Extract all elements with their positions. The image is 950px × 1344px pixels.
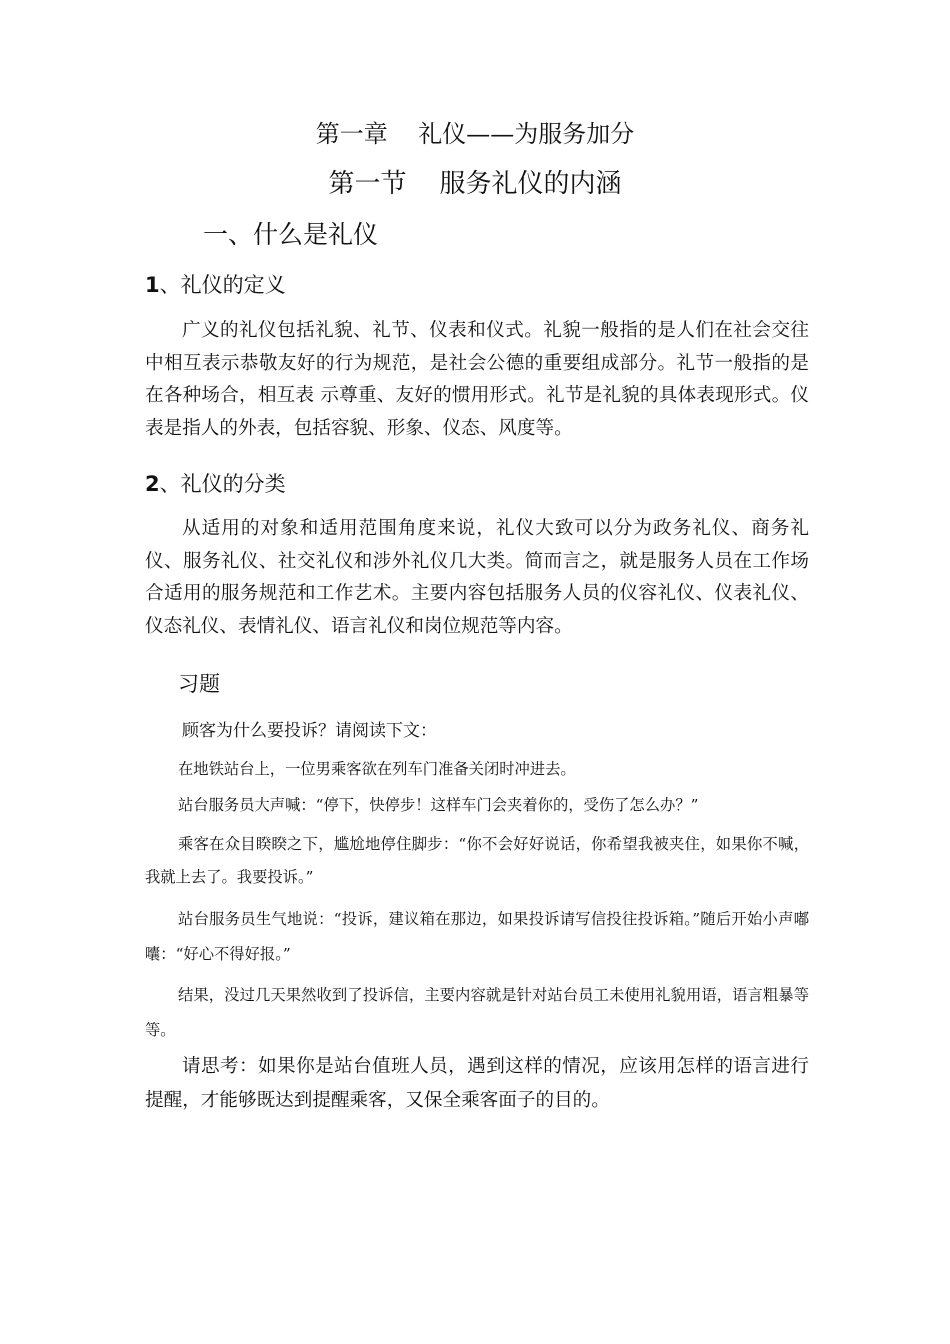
chapter-title: 第一章 礼仪——为服务加分 xyxy=(315,120,635,148)
section-title: 第一节 服务礼仪的内涵 xyxy=(328,169,622,199)
exercise-intro: 顾客为什么要投诉？请阅读下文： xyxy=(182,721,437,741)
story-paragraph-5: 结果，没过几天果然收到了投诉信，主要内容就是针对站台员工未使用礼貌用语，语言粗暴等等。 xyxy=(145,986,809,1039)
reflection-question: 请思考：如果你是站台值班人员，遇到这样的情况，应该用怎样的语言进行提醒，才能够既达到提醒乘客，又保全乘客面子的目的。 xyxy=(145,1056,809,1111)
story-paragraph-2: 站台服务员大声喊：“停下，快停步！这样车门会夹着你的，受伤了怎么办？” xyxy=(178,796,699,814)
heading-what-is-etiquette: 一、什么是礼仪 xyxy=(203,220,379,249)
subheading-definition xyxy=(145,269,286,301)
subheading-number: 1 xyxy=(145,273,160,297)
definition-paragraph: 广义的礼仪包括礼貌、礼节、仪表和仪式。礼貌一般指的是人们在社会交往中相互表示恭敬友好的行为规范，是社会公德的重要组成部分。礼节一般指的是在各种场合，相互表 示尊重、友好的惯用形式。礼节是礼貌的具体表现形式。仪表是指人的外表，包括容貌、形象、仪态、风度等。 xyxy=(145,320,809,440)
story-paragraph-4: 站台服务员生气地说：“投诉，建议箱在那边，如果投诉请写信投往投诉箱。”随后开始小声嘟囔：“好心不得好报。” xyxy=(145,910,809,963)
subheading-text: 、礼仪的分类 xyxy=(159,472,286,496)
subheading-text: 、礼仪的定义 xyxy=(159,273,286,297)
subheading-classification xyxy=(145,468,286,500)
story-paragraph-1: 在地铁站台上，一位男乘客欲在列车门准备关闭时冲进去。 xyxy=(178,760,576,778)
story-paragraph-3: 乘客在众目睽睽之下，尴尬地停住脚步：“你不会好好说话，你希望我被夹住，如果你不喊，我就上去了。我要投诉。” xyxy=(145,835,809,886)
subheading-number: 2 xyxy=(145,472,160,496)
exercise-label: 习题 xyxy=(178,672,220,696)
classification-paragraph: 从适用的对象和适用范围角度来说，礼仪大致可以分为政务礼仪、商务礼仪、服务礼仪、社交礼仪和涉外礼仪几大类。简而言之，就是服务人员在工作场合适用的服务规范和工作艺术。主要内容包括服务人员的仪容礼仪、仪表礼仪、仪态礼仪、表情礼仪、语言礼仪和岗位规范等内容。 xyxy=(145,518,809,638)
